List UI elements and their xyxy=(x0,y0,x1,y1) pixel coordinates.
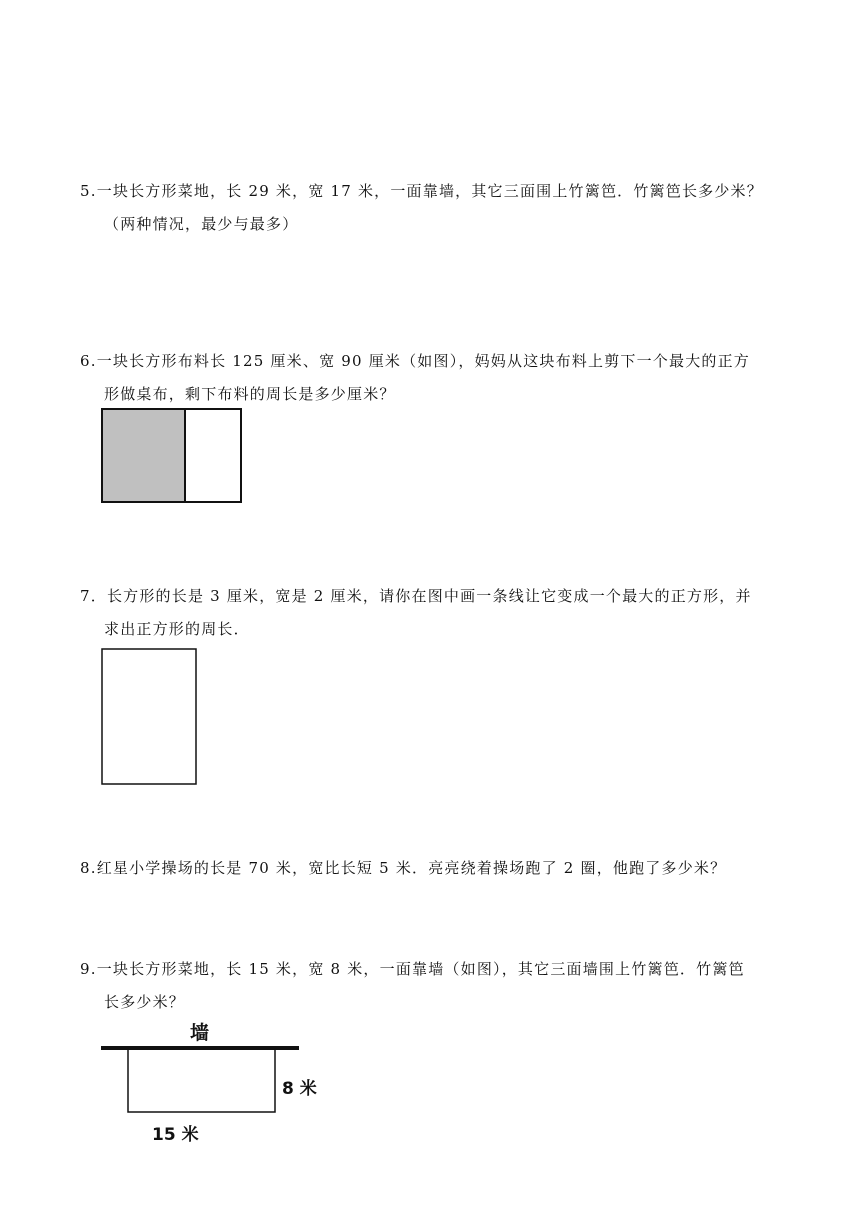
q7-rectangle-figure xyxy=(100,647,200,787)
q9-garden-figure xyxy=(96,1018,331,1148)
q5-line2: （两种情况，最少与最多） xyxy=(104,215,299,233)
q6-line1: 6.一块长方形布料长 125 厘米、宽 90 厘米（如图），妈妈从这块布料上剪下一个最大的正方 xyxy=(80,352,751,370)
q9-line1: 9.一块长方形菜地，长 15 米，宽 8 米，一面靠墙（如图），其它三面墙围上竹篱笆．竹篱笆 xyxy=(80,960,745,978)
width-label: 8 米 xyxy=(282,1079,317,1099)
remaining-cloth-region xyxy=(185,409,241,502)
q7-line1: 7．长方形的长是 3 厘米，宽是 2 厘米，请你在图中画一条线让它变成一个最大的正方形，并 xyxy=(80,587,752,605)
wall-label: 墙 xyxy=(190,1022,210,1044)
q8-line1: 8.红星小学操场的长是 70 米，宽比长短 5 米．亮亮绕着操场跑了 2 圈，他跑了多少米？ xyxy=(80,859,727,877)
square-shaded-region xyxy=(102,409,185,502)
q7-line2: 求出正方形的周长． xyxy=(104,620,250,638)
rectangle-3x2 xyxy=(102,649,196,784)
fence-outline xyxy=(128,1048,275,1112)
q9-line2: 长多少米？ xyxy=(104,993,186,1011)
q6-cloth-figure xyxy=(100,407,245,505)
length-label: 15 米 xyxy=(152,1125,199,1145)
q6-line2: 形做桌布，剩下布料的周长是多少厘米？ xyxy=(104,385,396,403)
q5-line1: 5.一块长方形菜地，长 29 米，宽 17 米，一面靠墙，其它三面围上竹篱笆．竹篱笆长多少米？ xyxy=(80,182,763,200)
